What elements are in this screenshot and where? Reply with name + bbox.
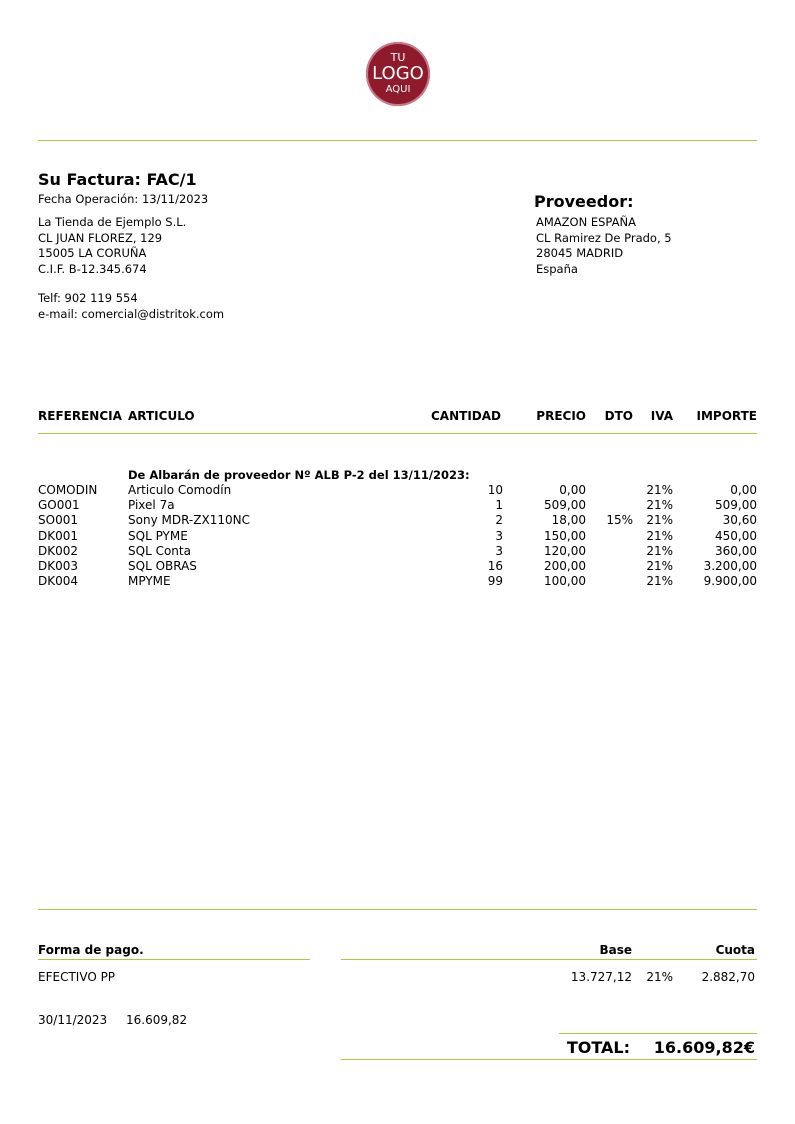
tax-divider [341,959,757,960]
cell-article: Articulo Comodín [128,483,232,497]
supplier-address: CL Ramirez De Prado, 5 [536,230,672,245]
cell-qty: 3 [495,528,503,543]
cell-iva: 21% [646,498,673,513]
cell-iva: 21% [646,513,673,528]
cell-amount: 3.200,00 [703,559,757,573]
operation-date: Fecha Operación: 13/11/2023 [38,192,209,206]
invoice-title: Su Factura: FAC/1 [38,170,197,189]
total-bottom-divider [341,1059,757,1060]
tax-quota: 2.882,70 [701,970,755,984]
logo-line-1: TU [390,51,406,64]
customer-block [38,215,186,277]
table-row [0,483,795,498]
cell-price: 509,00 [544,498,586,513]
cell-ref: COMODIN [38,483,98,497]
customer-address: CL JUAN FLOREZ, 129 [38,230,163,245]
cell-ref: GO001 [38,498,80,513]
table-row [0,559,795,574]
cell-qty: 3 [495,543,503,558]
due-date: 30/11/2023 [38,1013,108,1027]
due-amount: 16.609,82 [126,1013,188,1027]
cell-price: 120,00 [544,543,586,558]
cell-qty: 2 [495,513,503,528]
cell-price: 100,00 [544,574,586,589]
cell-amount: 360,00 [715,543,757,558]
cell-amount: 30,60 [722,513,757,528]
tax-rate: 21% [646,970,673,984]
tax-base: 13.727,12 [570,970,632,984]
supplier-country: España [536,261,578,276]
cell-article: SQL Conta [128,543,191,558]
cell-iva: 21% [646,543,673,558]
col-ref-header: REFERENCIA [38,409,122,423]
customer-city: 15005 LA CORUÑA [38,246,147,260]
payment-heading: Forma de pago. [38,943,144,957]
cell-ref: DK003 [38,559,79,573]
delivery-note-label: De Albarán de proveedor Nº ALB P-2 del 13/11/2023: [128,468,470,482]
cell-price: 0,00 [559,483,586,497]
cell-qty: 10 [487,483,503,497]
cell-article: SQL OBRAS [128,559,197,573]
cell-amount: 509,00 [715,498,757,513]
cell-price: 200,00 [544,559,586,573]
total-value: 16.609,82€ [653,1038,755,1057]
cell-iva: 21% [646,559,673,573]
customer-phone: Telf: 902 119 554 [38,291,138,305]
footer-divider [38,909,757,910]
payment-method: EFECTIVO PP [38,970,116,984]
header-divider [38,140,757,141]
supplier-heading: Proveedor: [534,192,634,211]
cell-amount: 450,00 [715,528,757,543]
customer-name: La Tienda de Ejemplo S.L. [38,215,187,229]
cell-iva: 21% [646,483,673,497]
quota-header: Cuota [715,943,755,957]
table-header-divider [38,433,757,434]
cell-article: Sony MDR-ZX110NC [128,513,250,528]
cell-article: Pixel 7a [128,498,175,513]
col-price-header: PRECIO [536,409,586,423]
cell-qty: 99 [487,574,503,589]
cell-article: SQL PYME [128,528,188,543]
cell-article: MPYME [128,574,171,589]
cell-ref: SO001 [38,513,78,528]
logo-line-3: AQUI [385,84,411,95]
supplier-name: AMAZON ESPAÑA [536,215,636,229]
cell-qty: 16 [487,559,503,573]
cell-amount: 9.900,00 [703,574,757,589]
col-dto-header: DTO [604,409,633,423]
payment-divider [38,959,310,960]
cell-qty: 1 [495,498,503,513]
col-qty-header: CANTIDAD [431,409,501,423]
logo-line-2: LOGO [372,63,424,84]
base-header: Base [599,943,632,957]
table-row [0,574,795,589]
supplier-city: 28045 MADRID [536,246,624,260]
table-header [0,409,795,424]
cell-ref: DK004 [38,574,79,589]
table-row [0,513,795,528]
cell-iva: 21% [646,528,673,543]
table-row [0,544,795,559]
cell-ref: DK001 [38,528,79,543]
col-article-header: ARTICULO [128,409,195,423]
total-label: TOTAL: [566,1038,630,1057]
customer-cif: C.I.F. B-12.345.674 [38,261,147,276]
cell-iva: 21% [646,574,673,589]
company-logo [366,42,430,106]
col-amount-header: IMPORTE [696,409,757,423]
cell-dto: 15% [606,513,633,528]
cell-price: 18,00 [551,513,586,528]
cell-price: 150,00 [544,528,586,543]
table-row [0,529,795,544]
table-row [0,498,795,513]
supplier-block [536,215,672,277]
total-top-divider [559,1033,757,1034]
customer-email: e-mail: comercial@distritok.com [38,306,225,321]
customer-contact [38,291,224,322]
cell-ref: DK002 [38,543,79,558]
cell-amount: 0,00 [730,483,757,497]
col-iva-header: IVA [650,409,673,423]
